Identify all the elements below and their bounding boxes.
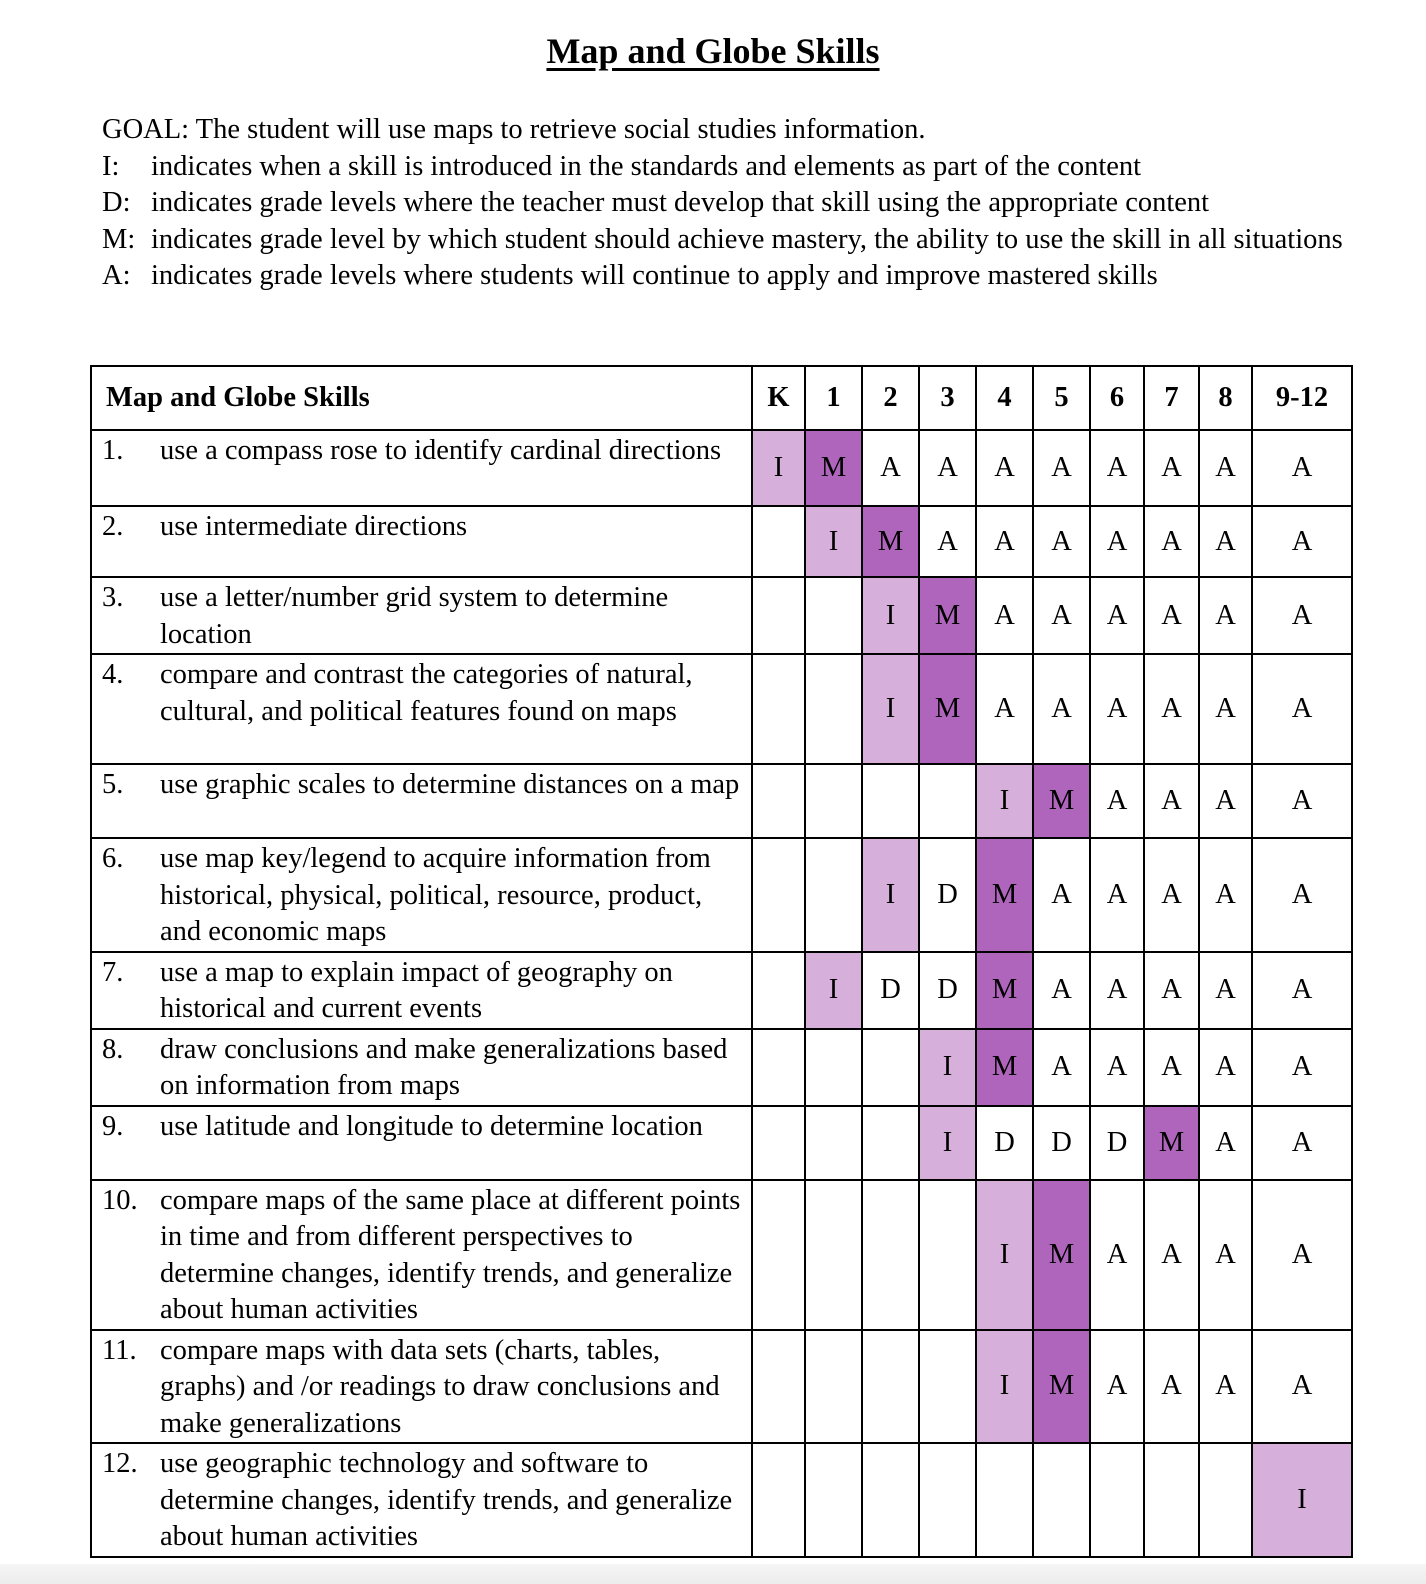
grade-header: K — [752, 366, 805, 430]
grade-header: 2 — [862, 366, 919, 430]
table-row — [91, 654, 1352, 764]
grade-cell: I — [976, 1330, 1033, 1444]
legend-item-apply — [102, 258, 1362, 295]
skill-cell — [91, 654, 752, 764]
grade-cell: M — [1033, 1330, 1090, 1444]
grade-cell: A — [1033, 506, 1090, 577]
legend-description: indicates grade levels where students will continue to apply and improve mastered skills — [151, 260, 1158, 291]
skill-number: 4. — [102, 659, 124, 690]
skill-description: use map key/legend to acquire information from historical, physical, political, resource, product, and economic maps — [160, 843, 711, 947]
grade-cell: A — [976, 430, 1033, 506]
grade-cell: A — [1144, 430, 1199, 506]
grade-cell: I — [1252, 1443, 1352, 1557]
legend-item-develop — [102, 185, 1362, 222]
grade-cell: M — [976, 838, 1033, 952]
grade-cell — [976, 1443, 1033, 1557]
grade-cell: M — [976, 952, 1033, 1029]
grade-cell: A — [1090, 1029, 1144, 1106]
grade-cell: A — [1033, 577, 1090, 654]
grade-cell: A — [1252, 838, 1352, 952]
grade-cell: I — [862, 838, 919, 952]
grade-cell: A — [1144, 838, 1199, 952]
grade-cell: D — [919, 952, 976, 1029]
grade-cell — [805, 654, 862, 764]
grade-cell: A — [919, 506, 976, 577]
grade-cell: A — [1144, 654, 1199, 764]
skill-cell — [91, 1330, 752, 1444]
grade-cell: I — [862, 654, 919, 764]
grade-cell: A — [1033, 838, 1090, 952]
grade-cell: A — [1252, 506, 1352, 577]
table-row — [91, 952, 1352, 1029]
table-row — [91, 838, 1352, 952]
skill-number: 5. — [102, 769, 124, 800]
skill-number: 7. — [102, 956, 124, 988]
skill-cell — [91, 577, 752, 654]
grade-cell: A — [1033, 654, 1090, 764]
skill-cell — [91, 1106, 752, 1180]
grade-cell: D — [919, 838, 976, 952]
skill-description: use latitude and longitude to determine location — [160, 1110, 703, 1142]
skill-description: use a letter/number grid system to determine location — [160, 582, 669, 650]
skill-description: compare and contrast the categories of natural, cultural, and political features found on maps — [160, 659, 693, 727]
legend-description: indicates grade level by which student should achieve mastery, the ability to use the skill in all situations — [151, 223, 1343, 255]
grade-cell: M — [919, 654, 976, 764]
grade-cell — [919, 1330, 976, 1444]
grade-cell: A — [1090, 764, 1144, 838]
skill-description: draw conclusions and make generalizations based on information from maps — [160, 1033, 728, 1101]
grade-cell: A — [862, 430, 919, 506]
grade-cell — [752, 654, 805, 764]
grade-cell: A — [1199, 654, 1252, 764]
table-row — [91, 1443, 1352, 1557]
grade-cell — [752, 1106, 805, 1180]
skill-number: 3. — [102, 582, 124, 613]
grade-cell: M — [1144, 1106, 1199, 1180]
grade-cell: A — [1090, 654, 1144, 764]
legend-description: indicates when a skill is introduced in the standards and elements as part of the content — [151, 150, 1142, 182]
grade-cell — [805, 1443, 862, 1557]
table-row — [91, 506, 1352, 577]
skill-cell — [91, 838, 752, 952]
grade-cell: M — [976, 1029, 1033, 1106]
grade-cell: A — [1199, 1330, 1252, 1444]
grade-cell: A — [1252, 1029, 1352, 1106]
grade-header: 4 — [976, 366, 1033, 430]
grade-cell — [752, 1180, 805, 1330]
grade-cell — [752, 1029, 805, 1106]
grade-header: 1 — [805, 366, 862, 430]
legend-item-mastery — [102, 222, 1362, 259]
grade-cell: A — [1033, 430, 1090, 506]
table-header-row — [91, 366, 1352, 430]
skill-cell — [91, 1180, 752, 1330]
grade-cell: A — [1144, 1330, 1199, 1444]
grade-cell: A — [1033, 1029, 1090, 1106]
skill-number: 11. — [102, 1334, 137, 1366]
grade-cell: I — [752, 430, 805, 506]
grade-header: 5 — [1033, 366, 1090, 430]
grade-cell — [919, 1443, 976, 1557]
bottom-edge — [0, 1564, 1426, 1584]
grade-cell: I — [862, 577, 919, 654]
grade-cell: A — [1252, 430, 1352, 506]
grade-header: 3 — [919, 366, 976, 430]
grade-cell: M — [1033, 764, 1090, 838]
grade-cell — [862, 1443, 919, 1557]
table-row — [91, 1330, 1352, 1444]
grade-cell: A — [1144, 952, 1199, 1029]
skills-table — [90, 365, 1353, 1558]
grade-cell: A — [1199, 430, 1252, 506]
grade-cell: A — [1090, 952, 1144, 1029]
grade-cell: A — [1199, 952, 1252, 1029]
grade-cell: D — [862, 952, 919, 1029]
grade-cell — [752, 577, 805, 654]
skill-number: 8. — [102, 1033, 124, 1065]
legend-item-introduced — [102, 149, 1362, 186]
grade-cell: A — [1090, 838, 1144, 952]
grade-cell: A — [1144, 577, 1199, 654]
legend-code: D: — [102, 187, 131, 218]
skill-cell — [91, 430, 752, 506]
skill-description: use intermediate directions — [160, 511, 468, 542]
grade-cell — [862, 764, 919, 838]
grade-cell — [805, 838, 862, 952]
grade-cell: A — [1252, 1106, 1352, 1180]
grade-cell: A — [1144, 1029, 1199, 1106]
skill-description: use a compass rose to identify cardinal directions — [160, 435, 722, 466]
grade-header: 6 — [1090, 366, 1144, 430]
grade-cell: A — [1199, 506, 1252, 577]
skill-description: use a map to explain impact of geography on historical and current events — [160, 956, 673, 1024]
grade-cell: A — [1199, 1106, 1252, 1180]
grade-cell: A — [1252, 764, 1352, 838]
grade-cell: D — [1090, 1106, 1144, 1180]
grade-cell: M — [805, 430, 862, 506]
grade-cell: A — [1252, 654, 1352, 764]
grade-cell — [805, 1330, 862, 1444]
grade-cell — [752, 1443, 805, 1557]
grade-cell — [1090, 1443, 1144, 1557]
skill-number: 10. — [102, 1184, 138, 1216]
skill-description: compare maps of the same place at different points in time and from different perspectives to determine changes, identify trends, and generalize about human activities — [160, 1184, 741, 1325]
grade-cell: M — [1033, 1180, 1090, 1330]
grade-cell — [752, 838, 805, 952]
skills-table-body — [91, 430, 1352, 1557]
grade-cell — [752, 764, 805, 838]
grade-cell — [752, 1330, 805, 1444]
skill-number: 2. — [102, 511, 124, 542]
grade-cell: I — [919, 1106, 976, 1180]
skill-cell — [91, 1029, 752, 1106]
grade-cell: A — [1199, 577, 1252, 654]
grade-cell: A — [1144, 764, 1199, 838]
table-row — [91, 1106, 1352, 1180]
grade-cell: A — [1144, 506, 1199, 577]
skill-number: 12. — [102, 1448, 138, 1479]
grade-cell: D — [976, 1106, 1033, 1180]
grade-cell: I — [805, 952, 862, 1029]
skill-description: use graphic scales to determine distances on a map — [160, 769, 740, 800]
skill-description: compare maps with data sets (charts, tables, graphs) and /or readings to draw conclusions and make generalizations — [160, 1334, 720, 1439]
legend-code: M: — [102, 223, 136, 255]
grade-cell — [1144, 1443, 1199, 1557]
grade-cell: A — [1252, 1330, 1352, 1444]
grade-cell: A — [1252, 577, 1352, 654]
grade-cell — [919, 1180, 976, 1330]
grade-cell: A — [1090, 506, 1144, 577]
grade-cell: D — [1033, 1106, 1090, 1180]
grade-cell: A — [1090, 1330, 1144, 1444]
skill-cell — [91, 1443, 752, 1557]
table-row — [91, 577, 1352, 654]
grade-cell: A — [1090, 577, 1144, 654]
legend-description: indicates grade levels where the teacher must develop that skill using the appropriate content — [151, 187, 1210, 218]
table-row — [91, 1029, 1352, 1106]
legend-code: I: — [102, 150, 120, 182]
grade-cell: A — [976, 506, 1033, 577]
grade-cell — [862, 1330, 919, 1444]
grade-cell: A — [976, 654, 1033, 764]
skill-number: 9. — [102, 1110, 124, 1142]
grade-cell: A — [1199, 764, 1252, 838]
grade-cell — [752, 952, 805, 1029]
table-row — [91, 430, 1352, 506]
grade-cell: A — [1199, 1029, 1252, 1106]
grade-cell: A — [919, 430, 976, 506]
grade-cell: A — [976, 577, 1033, 654]
grade-cell — [862, 1106, 919, 1180]
skill-cell — [91, 764, 752, 838]
skill-description: use geographic technology and software to determine changes, identify trends, and generalize about human activities — [160, 1448, 733, 1552]
grade-cell — [805, 1106, 862, 1180]
grade-cell: M — [862, 506, 919, 577]
grade-cell — [805, 1180, 862, 1330]
grade-cell — [805, 764, 862, 838]
skills-column-header: Map and Globe Skills — [91, 366, 752, 430]
grade-cell — [919, 764, 976, 838]
table-row — [91, 764, 1352, 838]
grade-cell: A — [1199, 838, 1252, 952]
grade-header: 8 — [1199, 366, 1252, 430]
grade-cell: A — [1144, 1180, 1199, 1330]
grade-cell: I — [976, 764, 1033, 838]
skill-cell — [91, 506, 752, 577]
grade-cell: A — [1199, 1180, 1252, 1330]
grade-cell — [805, 577, 862, 654]
grade-header: 9-12 — [1252, 366, 1352, 430]
grade-cell: A — [1252, 1180, 1352, 1330]
grade-cell: M — [919, 577, 976, 654]
grade-cell: A — [1252, 952, 1352, 1029]
grade-cell — [1199, 1443, 1252, 1557]
grade-cell — [862, 1180, 919, 1330]
legend-code: A: — [102, 260, 131, 291]
skill-number: 6. — [102, 843, 124, 874]
page-title: Map and Globe Skills — [546, 31, 880, 71]
skill-cell — [91, 952, 752, 1029]
grade-cell — [752, 506, 805, 577]
grade-cell: I — [805, 506, 862, 577]
intro-section — [102, 112, 1362, 295]
skill-number: 1. — [102, 435, 124, 466]
grade-header: 7 — [1144, 366, 1199, 430]
grade-cell: A — [1090, 1180, 1144, 1330]
goal-statement: GOAL: The student will use maps to retrieve social studies information. — [102, 114, 926, 145]
table-row — [91, 1180, 1352, 1330]
grade-cell — [1033, 1443, 1090, 1557]
grade-cell — [805, 1029, 862, 1106]
grade-cell — [862, 1029, 919, 1106]
grade-cell: I — [976, 1180, 1033, 1330]
grade-cell: A — [1033, 952, 1090, 1029]
grade-cell: I — [919, 1029, 976, 1106]
grade-cell: A — [1090, 430, 1144, 506]
